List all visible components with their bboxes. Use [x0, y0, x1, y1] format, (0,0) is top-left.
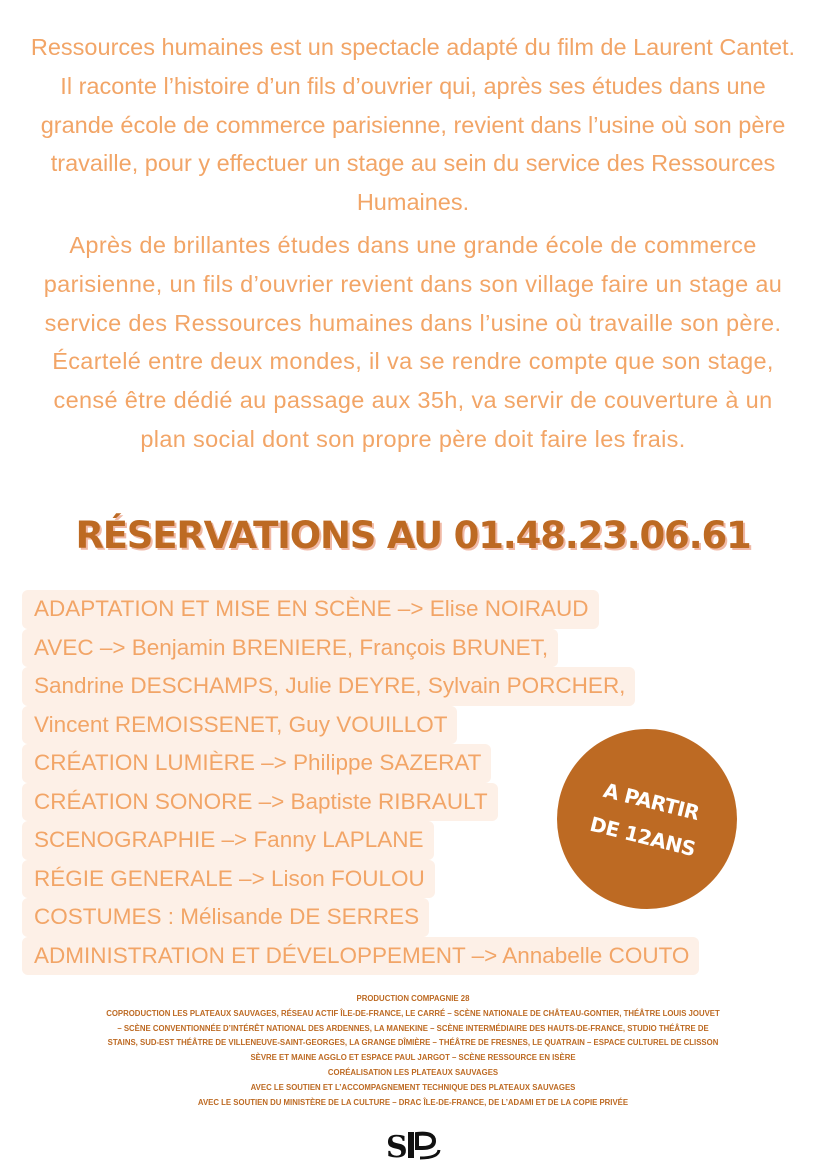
logo-bar [408, 1132, 414, 1158]
footer-line: – SCÈNE CONVENTIONNÉE D’INTÉRÊT NATIONAL DES ARDENNES, LA MANEKINE – SCÈNE INTERMÉDIAIRE DES HAUTS-DE-FRANCE, STUDIO THÉÂTRE DE [117, 1023, 709, 1033]
reservation-heading: RÉSERVATIONS AU 01.48.23.06.61 [75, 514, 751, 557]
synopsis-paragraph-1: Ressources humaines est un spectacle adapté du film de Laurent Cantet. Il raconte l’histoire d’un fils d’ouvrier qui, après ses études dans une grande école de commerce parisienne, revient dans l’usine où son père travaille, pour y effectuer un stage au sein du service des Ressources Humaines. [30, 34, 796, 216]
credit-text: RÉGIE GENERALE –> Lison FOULOU [22, 860, 435, 899]
logo-swash [420, 1150, 439, 1158]
company-logo-svg [384, 1128, 444, 1162]
footer-line: AVEC LE SOUTIEN DU MINISTÈRE DE LA CULTURE – DRAC ÎLE-DE-FRANCE, DE L’ADAMI ET DE LA COPIE PRIVÉE [197, 1097, 629, 1107]
age-badge [557, 729, 737, 909]
production-credits [60, 992, 766, 1110]
company-logo-icon [384, 1128, 444, 1162]
footer-line: SÈVRE ET MAINE AGGLO ET ESPACE PAUL JARGOT – SCÈNE RESSOURCE EN ISÈRE [250, 1053, 576, 1063]
credit-text: CRÉATION LUMIÈRE –> Philippe SAZERAT [22, 744, 491, 783]
synopsis-paragraph-2: Après de brillantes études dans une grande école de commerce parisienne, un fils d’ouvrier revient dans son village faire un stage au service des Ressources humaines dans l’usine où travaille son père. Écartelé entre deux mondes, il va se rendre compte que son stage, censé être dédié au passage aux 35h, va servir de couverture à un plan social dont son propre père doit faire les frais. [43, 231, 783, 452]
credit-line [22, 590, 722, 629]
credit-text: CRÉATION SONORE –> Baptiste RIBRAULT [22, 783, 498, 822]
credit-text: Sandrine DESCHAMPS, Julie DEYRE, Sylvain PORCHER, [22, 667, 635, 706]
credit-line [22, 667, 722, 706]
credit-text: COSTUMES : Mélisande DE SERRES [22, 898, 429, 937]
synopsis [30, 28, 796, 459]
footer-line: AVEC LE SOUTIEN ET L’ACCOMPAGNEMENT TECHNIQUE DES PLATEAUX SAUVAGES [250, 1082, 576, 1092]
age-badge-line-1: A PARTIR [601, 778, 702, 825]
credit-text: ADAPTATION ET MISE EN SCÈNE –> Elise NOIRAUD [22, 590, 599, 629]
credit-text: ADMINISTRATION ET DÉVELOPPEMENT –> Annabelle COUTO [22, 937, 699, 976]
footer-line: COPRODUCTION LES PLATEAUX SAUVAGES, RÉSEAU ACTIF ÎLE-DE-FRANCE, LE CARRÉ – SCÈNE NATIONALE DE CHÂTEAU-GONTIER, THÉÂTRE LOUIS JOUVET [106, 1008, 720, 1018]
footer-line: CORÉALISATION LES PLATEAUX SAUVAGES [327, 1067, 499, 1077]
footer-line: PRODUCTION COMPAGNIE 28 [356, 994, 470, 1003]
credit-line [22, 629, 722, 668]
age-badge-text [566, 766, 729, 872]
footer-line: STAINS, SUD-EST THÉÂTRE DE VILLENEUVE-SAINT-GEORGES, LA GRANGE DÎMIÈRE – THÉÂTRE DE FRESNES, LE QUATRAIN – ESPACE CULTUREL DE CLISSON [107, 1038, 719, 1048]
age-badge-line-2: DE 12ANS [587, 811, 698, 862]
credit-line [22, 937, 722, 976]
credit-text: Vincent REMOISSENET, Guy VOUILLOT [22, 706, 457, 745]
credit-text: AVEC –> Benjamin BRENIERE, François BRUNET, [22, 629, 558, 668]
logo-letter-s: S [386, 1130, 408, 1162]
credit-text: SCENOGRAPHIE –> Fanny LAPLANE [22, 821, 434, 860]
logo-letter-p [417, 1134, 434, 1148]
